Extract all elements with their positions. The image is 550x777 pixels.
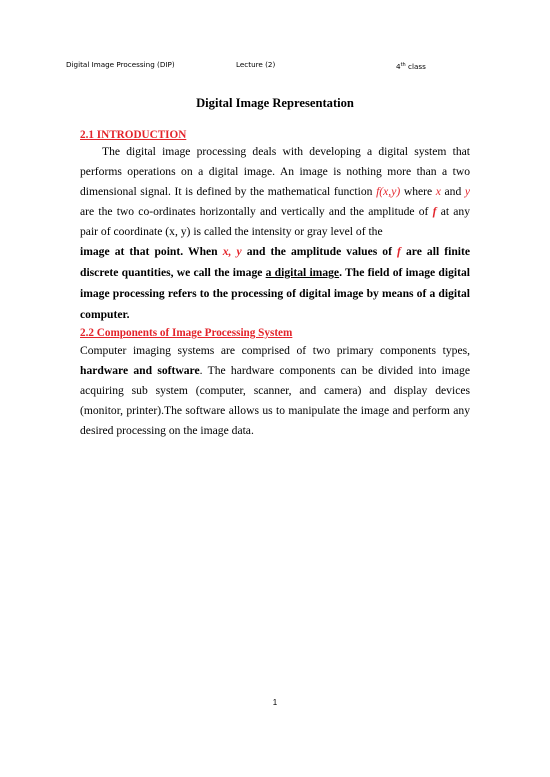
text-run: . The hardware components can be divided into image acquiring sub system (computer, scanner, and camera) and display devices (monitor, printer).The software allows us to manipulate the image and perform any desired processing on the image data. [80, 364, 470, 437]
math-variable-f: f [432, 205, 437, 218]
components-paragraph [80, 341, 470, 441]
text-run: are all finite discrete quantities, we call the image [80, 245, 470, 279]
digital-image-term: a digital image [265, 266, 340, 279]
hardware-software-term: hardware and software [80, 364, 200, 377]
intro-paragraph-1 [80, 142, 470, 242]
header-course: Digital Image Processing (DIP) [66, 60, 175, 69]
page-number: 1 [272, 698, 278, 707]
text-run: and the amplitude values of [241, 245, 398, 258]
header-class-number: 4 [396, 62, 401, 71]
header-class-suffix: th [400, 62, 406, 68]
math-variable-f: f [397, 245, 401, 258]
text-run: at any pair of coordinate (x, y) is called the intensity or gray level of the [80, 205, 470, 238]
text-run: . The field of image digital image processing refers to the processing of digital image by means of a digital computer. [80, 266, 470, 321]
text-run: image at that point. When [80, 245, 223, 258]
text-run: are the two co-ordinates horizontally and vertically and the amplitude of [80, 205, 433, 218]
math-variable-x: x [435, 185, 441, 198]
header-lecture: Lecture (2) [236, 60, 276, 69]
text-run: The digital image processing deals with developing a digital system that performs operations on a digital image. An image is nothing more than a two dimensional signal. It is defined by the mathematical function [80, 145, 470, 198]
intro-paragraph-2 [80, 241, 470, 325]
math-variable-y: y [464, 185, 470, 198]
section-heading-components: 2.2 Components of Image Processing System [80, 327, 293, 339]
math-variables-xy: x, y [222, 245, 242, 258]
text-run: and [440, 185, 465, 198]
header-class [396, 58, 426, 74]
document-title: Digital Image Representation [196, 96, 354, 110]
section-heading-introduction: 2.1 INTRODUCTION [80, 129, 187, 141]
text-run: Computer imaging systems are comprised of two primary components types, [80, 344, 470, 357]
page-header [66, 58, 466, 72]
math-function: f(x,y) [376, 185, 401, 198]
header-class-word: class [408, 62, 426, 71]
text-run: where [400, 185, 436, 198]
